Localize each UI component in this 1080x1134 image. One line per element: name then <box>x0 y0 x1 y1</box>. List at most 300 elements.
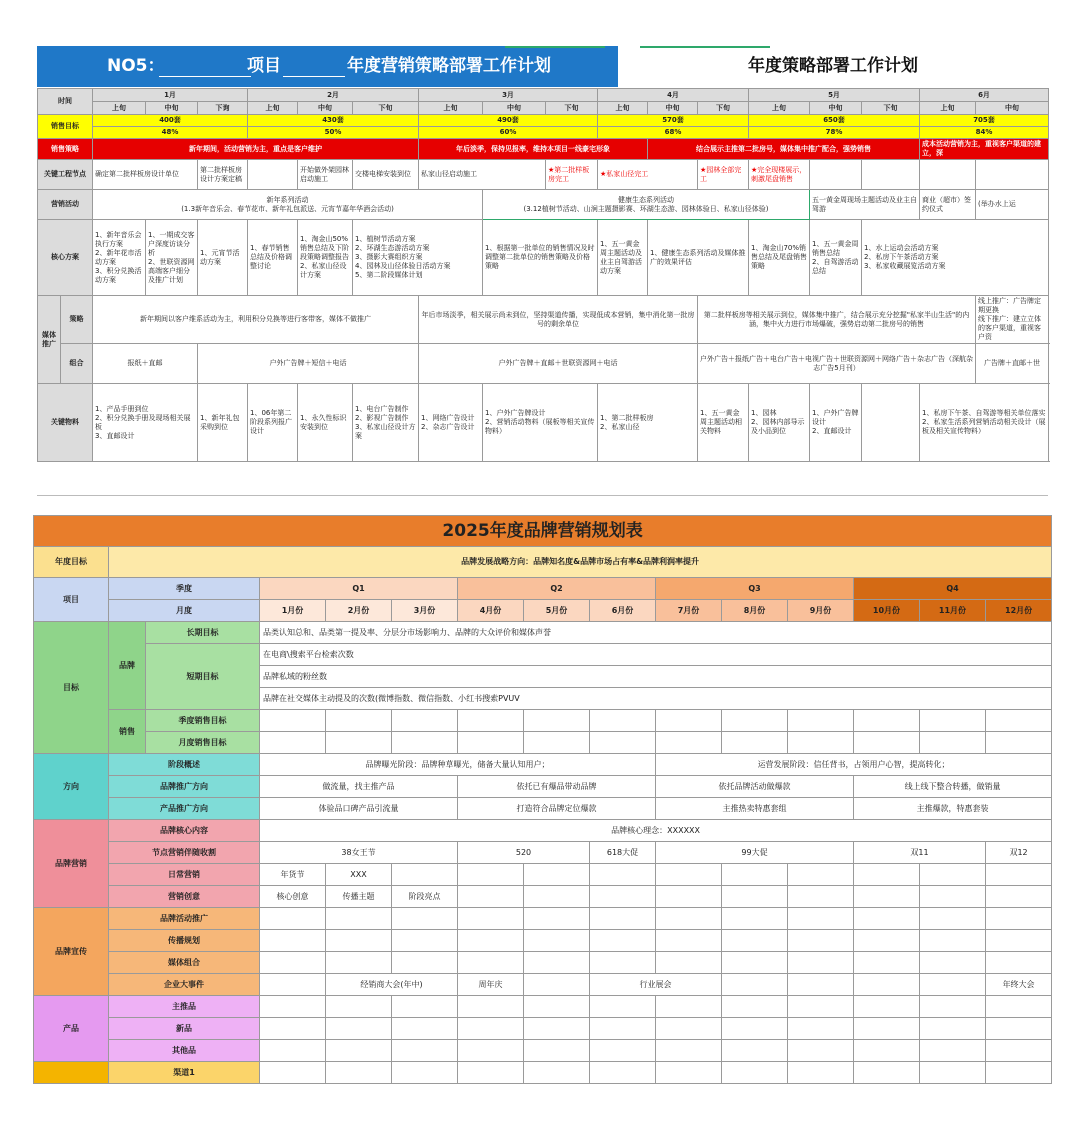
quarter-header: Q4 <box>854 578 1052 600</box>
empty-cell <box>392 930 458 952</box>
core-cell: 1、健康生态系列活动及媒体推广的效果评估 <box>648 220 749 296</box>
empty-cell <box>854 1040 920 1062</box>
empty-cell <box>920 710 986 732</box>
empty-cell <box>260 1040 326 1062</box>
month-header: 12月份 <box>986 600 1052 622</box>
empty-cell <box>854 908 920 930</box>
strategy-cell: 年后淡季，保持见报率，维持本项目一线豪宅形象 <box>419 139 648 160</box>
media-combo-cell: 报纸＋直邮 <box>93 344 198 384</box>
media-combo-cell: 户外广告牌＋短信＋电话 <box>198 344 419 384</box>
daily-cell: XXX <box>326 864 392 886</box>
creative-cell: 核心创意 <box>260 886 326 908</box>
festival-cell: 99大促 <box>656 842 854 864</box>
empty-cell <box>260 908 326 930</box>
publicity-label: 品牌宣传 <box>34 908 109 996</box>
period-header: 中旬 <box>298 102 353 115</box>
title-mid: 项目 <box>247 56 281 76</box>
empty-cell <box>458 732 524 754</box>
stage-label: 阶段概述 <box>109 754 260 776</box>
comm-plan-label: 传播规划 <box>109 930 260 952</box>
material-cell: 1、第二批样板房 2、私家山径 <box>598 384 698 462</box>
empty-cell <box>590 886 656 908</box>
core-cell: 1、淘金山50%销售总结及下阶段策略调整报告 2、私家山径设计方案 <box>298 220 353 296</box>
strategy-cell: 成本活动营销为主，重视客户渠道的建立，深 <box>920 139 1049 160</box>
empty-cell <box>986 996 1052 1018</box>
marketing-label: 品牌营销 <box>34 820 109 908</box>
milestone-cell: ★园林全部完工 <box>698 160 749 190</box>
empty-cell <box>986 864 1052 886</box>
empty-cell <box>722 1040 788 1062</box>
core-cell: 1、春节销售总结及价格调整讨论 <box>248 220 298 296</box>
empty-cell <box>326 996 392 1018</box>
milestone-cell <box>248 160 298 190</box>
sales-count: 705套 <box>920 115 1049 127</box>
material-cell <box>862 384 920 462</box>
brand-plan-table <box>33 515 1052 1084</box>
core-cell: 1、水上运动会活动方案 2、私房下午茶活动方案 3、私家收藏展览活动方案 <box>862 220 1049 296</box>
empty-cell <box>920 974 986 996</box>
empty-cell <box>986 1062 1052 1084</box>
core-cell: 1、元宵节活动方案 <box>198 220 248 296</box>
month-header: 2月 <box>248 89 419 102</box>
period-header: 下旬 <box>698 102 749 115</box>
empty-cell <box>326 1062 392 1084</box>
quarter-header: Q1 <box>260 578 458 600</box>
milestone-cell <box>810 160 862 190</box>
period-header: 中旬 <box>648 102 698 115</box>
festival-cell: 38女王节 <box>260 842 458 864</box>
media-label: 媒体推广 <box>38 296 61 384</box>
core-cell: 1、五一黄金周销售总结 2、自驾游活动总结 <box>810 220 862 296</box>
empty-cell <box>986 952 1052 974</box>
other-product-label: 其他品 <box>109 1040 260 1062</box>
cell-border-accent <box>640 46 770 48</box>
festival-cell: 618大促 <box>590 842 656 864</box>
month-header: 1月 <box>93 89 248 102</box>
events-label: 企业大事件 <box>109 974 260 996</box>
material-cell: 1、产品手册到位 2、积分兑换手册及现场相关展板 3、直邮设计 <box>93 384 198 462</box>
sales-count: 400套 <box>93 115 248 127</box>
month-sales-label: 月度销售目标 <box>146 732 260 754</box>
empty-cell <box>788 930 854 952</box>
empty-cell <box>854 732 920 754</box>
empty-cell <box>788 886 854 908</box>
empty-cell <box>590 1062 656 1084</box>
empty-cell <box>524 908 590 930</box>
main-product-label: 主推品 <box>109 996 260 1018</box>
empty-cell <box>722 930 788 952</box>
empty-cell <box>656 996 722 1018</box>
empty-cell <box>392 1040 458 1062</box>
empty-cell <box>986 710 1052 732</box>
empty-cell <box>260 1018 326 1040</box>
empty-cell <box>524 974 590 996</box>
period-header: 上旬 <box>749 102 810 115</box>
milestone-cell: 确定第二批样板房设计单位 <box>93 160 198 190</box>
month-header: 9月份 <box>788 600 854 622</box>
strategy-cell: 结合展示主推第二批房号，媒体集中推广配合，强势销售 <box>648 139 920 160</box>
goal-label: 目标 <box>34 622 109 754</box>
milestone-label: 关键工程节点 <box>38 160 93 190</box>
milestone-cell: 开始做外架园林启动施工 <box>298 160 353 190</box>
quarter-sales-label: 季度销售目标 <box>146 710 260 732</box>
title-suffix: 年度营销策略部署工作计划 <box>347 56 551 76</box>
empty-cell <box>986 1018 1052 1040</box>
project-label: 项目 <box>34 578 109 622</box>
empty-cell <box>326 908 392 930</box>
month-header: 11月份 <box>920 600 986 622</box>
product-dir-label: 产品推广方向 <box>109 798 260 820</box>
sales-count: 650套 <box>749 115 920 127</box>
empty-cell <box>524 930 590 952</box>
empty-cell <box>458 1018 524 1040</box>
empty-cell <box>392 1062 458 1084</box>
empty-cell <box>920 996 986 1018</box>
empty-cell <box>590 1018 656 1040</box>
empty-cell <box>260 996 326 1018</box>
product-dir-cell: 主推热卖特惠套组 <box>656 798 854 820</box>
short-term-goal: 在电商\搜索平台检索次数 <box>260 644 1052 666</box>
empty-cell <box>722 974 788 996</box>
media-combo-cell: 广告牌＋直邮＋世 <box>976 344 1049 384</box>
empty-cell <box>920 930 986 952</box>
empty-cell <box>392 710 458 732</box>
milestone-cell <box>862 160 920 190</box>
festival-cell: 520 <box>458 842 590 864</box>
empty-cell <box>854 1018 920 1040</box>
top-title-bar <box>37 46 618 87</box>
month-header: 4月 <box>598 89 749 102</box>
brand-label: 品牌 <box>109 622 146 710</box>
channel-group <box>34 1062 109 1084</box>
title-blank-2 <box>283 76 345 77</box>
activity-promo-label: 品牌活动推广 <box>109 908 260 930</box>
empty-cell <box>656 952 722 974</box>
product-dir-cell: 打造符合品牌定位爆款 <box>458 798 656 820</box>
empty-cell <box>920 864 986 886</box>
core-cell: 1、五一黄金周主题活动及业主自驾游活动方案 <box>598 220 648 296</box>
media-strategy-cell: 新年期间以客户维系活动为主，利用积分兑换等进行客带客，媒体不做推广 <box>93 296 419 344</box>
empty-cell <box>854 710 920 732</box>
media-combo-label: 组合 <box>61 344 93 384</box>
empty-cell <box>458 864 524 886</box>
empty-cell <box>788 1062 854 1084</box>
empty-cell <box>788 710 854 732</box>
sales-pct: 78% <box>749 127 920 139</box>
empty-cell <box>986 1040 1052 1062</box>
empty-cell <box>590 908 656 930</box>
title-blank-1 <box>159 76 251 77</box>
empty-cell <box>458 952 524 974</box>
empty-cell <box>854 1062 920 1084</box>
promo-dir-cell: 做流量，找主推产品 <box>260 776 458 798</box>
empty-cell <box>854 864 920 886</box>
sales-target-label: 销售目标 <box>38 115 93 139</box>
empty-cell <box>722 1018 788 1040</box>
empty-cell <box>656 710 722 732</box>
empty-cell <box>260 710 326 732</box>
material-cell: 1、永久性标识安装到位 <box>298 384 353 462</box>
sheet-divider <box>37 495 1048 496</box>
activity-title: 新年系列活动 <box>266 195 309 204</box>
festival-label: 节点营销伴随收割 <box>109 842 260 864</box>
daily-cell: 年货节 <box>260 864 326 886</box>
activity-cell <box>93 190 483 220</box>
month-header: 5月 <box>749 89 920 102</box>
empty-cell <box>590 952 656 974</box>
empty-cell <box>326 1018 392 1040</box>
milestone-cell: 交楼电梯安装到位 <box>353 160 419 190</box>
empty-cell <box>722 864 788 886</box>
title-prefix: NO5： <box>107 56 165 76</box>
month-header: 1月份 <box>260 600 326 622</box>
month-header: 5月份 <box>524 600 590 622</box>
empty-cell <box>326 710 392 732</box>
material-cell: 1、园林 2、园林内部导示及小品到位 <box>749 384 810 462</box>
month-header: 2月份 <box>326 600 392 622</box>
empty-cell <box>458 886 524 908</box>
empty-cell <box>524 996 590 1018</box>
empty-cell <box>854 974 920 996</box>
period-header: 中旬 <box>483 102 546 115</box>
empty-cell <box>524 1040 590 1062</box>
sales-pct: 84% <box>920 127 1049 139</box>
empty-cell <box>656 930 722 952</box>
milestone-cell: ★第二批样板房完工 <box>546 160 598 190</box>
empty-cell <box>326 1040 392 1062</box>
month-header: 3月份 <box>392 600 458 622</box>
empty-cell <box>656 732 722 754</box>
empty-cell <box>722 1062 788 1084</box>
activity-cell: 五一黄金周现场主题活动及业主自驾游 <box>810 190 920 220</box>
empty-cell <box>590 710 656 732</box>
sales-label: 销售 <box>109 710 146 754</box>
empty-cell <box>920 1040 986 1062</box>
core-cell: 1、植树节活动方案 2、环湖生态游活动方案 3、摄影大赛组织方案 4、园林及山径体验日活动方案 5、第二阶段媒体计划 <box>353 220 483 296</box>
period-header: 中旬 <box>976 102 1049 115</box>
sales-count: 430套 <box>248 115 419 127</box>
core-cell: 1、新年音乐会执行方案 2、新年花市活动方案 3、积分兑换活动方案 <box>93 220 146 296</box>
period-header: 上旬 <box>248 102 298 115</box>
sales-pct: 60% <box>419 127 598 139</box>
empty-cell <box>854 952 920 974</box>
empty-cell <box>920 732 986 754</box>
empty-cell <box>458 1040 524 1062</box>
material-cell: 1、电台广告制作 2、影视广告制作 3、私家山径设计方案 <box>353 384 419 462</box>
empty-cell <box>458 1062 524 1084</box>
material-cell: 1、私房下午茶、自驾游等相关单位落实 2、私家生活系列营销活动相关设计（展板及相关宣传物料） <box>920 384 1049 462</box>
milestone-cell <box>976 160 1049 190</box>
empty-cell <box>392 732 458 754</box>
sales-pct: 48% <box>93 127 248 139</box>
empty-cell <box>656 1062 722 1084</box>
material-cell: 1、户外广告牌设计 2、营销活动物料（展板等相关宣传物料） <box>483 384 598 462</box>
period-header: 下旬 <box>862 102 920 115</box>
empty-cell <box>326 732 392 754</box>
product-dir-cell: 体验品口碑产品引流量 <box>260 798 458 820</box>
empty-cell <box>656 908 722 930</box>
strategy-cell: 新年期间，活动营销为主，重点是客户维护 <box>93 139 419 160</box>
product-label: 产品 <box>34 996 109 1062</box>
empty-cell <box>788 952 854 974</box>
core-label: 核心方案 <box>38 220 93 296</box>
activity-detail: (1.3新年音乐会、春节花市、新年礼包派送、元宵节嘉年华酒会活动) <box>181 204 394 213</box>
strategy-label: 销售策略 <box>38 139 93 160</box>
quarter-header: Q2 <box>458 578 656 600</box>
month-label: 月度 <box>109 600 260 622</box>
core-cell: 1、淘金山70%销售总结及尾盘销售策略 <box>749 220 810 296</box>
new-product-label: 新品 <box>109 1018 260 1040</box>
empty-cell <box>656 1040 722 1062</box>
month-header: 3月 <box>419 89 598 102</box>
empty-cell <box>986 732 1052 754</box>
stage-cell: 运营发展阶段：信任背书，占领用户心智，提高转化； <box>656 754 1052 776</box>
empty-cell <box>920 1018 986 1040</box>
period-header: 上旬 <box>598 102 648 115</box>
creative-label: 营销创意 <box>109 886 260 908</box>
media-combo-cell: 户外广告＋报纸广告＋电台广告＋电视广告＋世联资源网＋网络广告＋杂志广告（深航杂志广告5月刊） <box>698 344 976 384</box>
event-cell: 经销商大会(年中) <box>326 974 458 996</box>
month-header: 4月份 <box>458 600 524 622</box>
activity-cell: 商业（超市）签约仪式 <box>920 190 976 220</box>
empty-cell <box>854 930 920 952</box>
period-header: 上旬 <box>419 102 483 115</box>
core-idea-label: 品牌核心内容 <box>109 820 260 842</box>
empty-cell <box>986 908 1052 930</box>
empty-cell <box>986 930 1052 952</box>
empty-cell <box>260 930 326 952</box>
empty-cell <box>260 952 326 974</box>
empty-cell <box>524 886 590 908</box>
core-idea: 品牌核心理念：XXXXXX <box>260 820 1052 842</box>
material-cell: 1、户外广告牌设计 2、直邮设计 <box>810 384 862 462</box>
empty-cell <box>920 1062 986 1084</box>
core-cell: 1、根据第一批单位的销售情况及时调整第二批单位的销售策略及价格策略 <box>483 220 598 296</box>
time-label: 时间 <box>38 89 93 115</box>
short-term-label: 短期目标 <box>146 644 260 710</box>
empty-cell <box>458 996 524 1018</box>
period-header: 上旬 <box>920 102 976 115</box>
material-cell: 1、网络广告设计 2、杂志广告设计 <box>419 384 483 462</box>
milestone-cell: ★完全现楼展示，刺激尾盘销售 <box>749 160 810 190</box>
period-header: 中旬 <box>146 102 198 115</box>
empty-cell <box>392 952 458 974</box>
period-header: 中旬 <box>810 102 862 115</box>
quarter-header: Q3 <box>656 578 854 600</box>
creative-cell: 阶段亮点 <box>392 886 458 908</box>
empty-cell <box>722 886 788 908</box>
period-header: 下询 <box>198 102 248 115</box>
empty-cell <box>920 886 986 908</box>
event-cell: 行业展会 <box>590 974 722 996</box>
promo-dir-cell: 依托已有爆品带动品牌 <box>458 776 656 798</box>
promo-dir-cell: 线上线下整合转播，做销量 <box>854 776 1052 798</box>
empty-cell <box>854 886 920 908</box>
festival-cell: 双12 <box>986 842 1052 864</box>
empty-cell <box>458 710 524 732</box>
period-header: 下旬 <box>353 102 419 115</box>
top-plan-table <box>37 88 1049 462</box>
empty-cell <box>986 886 1052 908</box>
empty-cell <box>590 732 656 754</box>
empty-cell <box>524 1062 590 1084</box>
empty-cell <box>392 996 458 1018</box>
product-dir-cell: 主推爆款，特惠套装 <box>854 798 1052 820</box>
sales-count: 490套 <box>419 115 598 127</box>
milestone-cell <box>920 160 976 190</box>
empty-cell <box>524 732 590 754</box>
empty-cell <box>920 952 986 974</box>
empty-cell <box>524 864 590 886</box>
empty-cell <box>590 864 656 886</box>
period-header: 上旬 <box>93 102 146 115</box>
empty-cell <box>722 952 788 974</box>
empty-cell <box>788 1040 854 1062</box>
stage-cell: 品牌曝光阶段：品牌种草曝光，储备大量认知用户； <box>260 754 656 776</box>
promo-dir-label: 品牌推广方向 <box>109 776 260 798</box>
empty-cell <box>722 710 788 732</box>
activity-cell: (举办水上运 <box>976 190 1049 220</box>
empty-cell <box>524 952 590 974</box>
month-header: 10月份 <box>854 600 920 622</box>
empty-cell <box>392 908 458 930</box>
activity-detail: (3.12植树节活动、山涧主题摄影赛、环湖生态游、园林体验日、私家山径体验) <box>523 204 769 213</box>
material-cell: 1、06年第二阶段系列报广设计 <box>248 384 298 462</box>
empty-cell <box>656 886 722 908</box>
event-cell: 周年庆 <box>458 974 524 996</box>
material-cell: 1、新年礼包采购到位 <box>198 384 248 462</box>
channel-label: 渠道1 <box>109 1062 260 1084</box>
empty-cell <box>260 732 326 754</box>
creative-cell: 传播主题 <box>326 886 392 908</box>
top-title-right: 年度策略部署工作计划 <box>618 46 1048 87</box>
cell-border-accent <box>505 46 605 48</box>
empty-cell <box>260 1062 326 1084</box>
empty-cell <box>854 996 920 1018</box>
empty-cell <box>458 930 524 952</box>
event-cell: 年终大会 <box>986 974 1052 996</box>
media-strategy-cell: 线上推广：广告牌定期更换 线下推广：建立立体的客户渠道，重视客户资 <box>976 296 1049 344</box>
activity-cell <box>483 190 810 220</box>
empty-cell <box>722 908 788 930</box>
empty-cell <box>656 864 722 886</box>
empty-cell <box>524 1018 590 1040</box>
empty-cell <box>788 732 854 754</box>
quarter-label: 季度 <box>109 578 260 600</box>
long-term-goal: 品类认知总和、品类第一提及率、分层分市场影响力、品牌的大众评价和媒体声誉 <box>260 622 1052 644</box>
media-mix-label: 媒体组合 <box>109 952 260 974</box>
milestone-cell: 第二批样板房设计方案定稿 <box>198 160 248 190</box>
empty-cell <box>590 1040 656 1062</box>
milestone-cell: ★私家山径完工 <box>598 160 698 190</box>
month-header: 7月份 <box>656 600 722 622</box>
empty-cell <box>788 864 854 886</box>
activity-label: 营销活动 <box>38 190 93 220</box>
empty-cell <box>920 908 986 930</box>
annual-goal: 品牌发展战略方向：品牌知名度&品牌市场占有率&品牌利润率提升 <box>109 547 1052 578</box>
empty-cell <box>788 974 854 996</box>
short-term-goal: 品牌在社交媒体主动提及的次数(微博指数、微信指数、小红书搜索PVUV <box>260 688 1052 710</box>
media-strategy-label: 策略 <box>61 296 93 344</box>
promo-dir-cell: 依托品牌活动做爆款 <box>656 776 854 798</box>
empty-cell <box>590 996 656 1018</box>
empty-cell <box>656 1018 722 1040</box>
festival-cell: 双11 <box>854 842 986 864</box>
month-header: 6月 <box>920 89 1049 102</box>
empty-cell <box>722 732 788 754</box>
empty-cell <box>788 996 854 1018</box>
empty-cell <box>326 952 392 974</box>
